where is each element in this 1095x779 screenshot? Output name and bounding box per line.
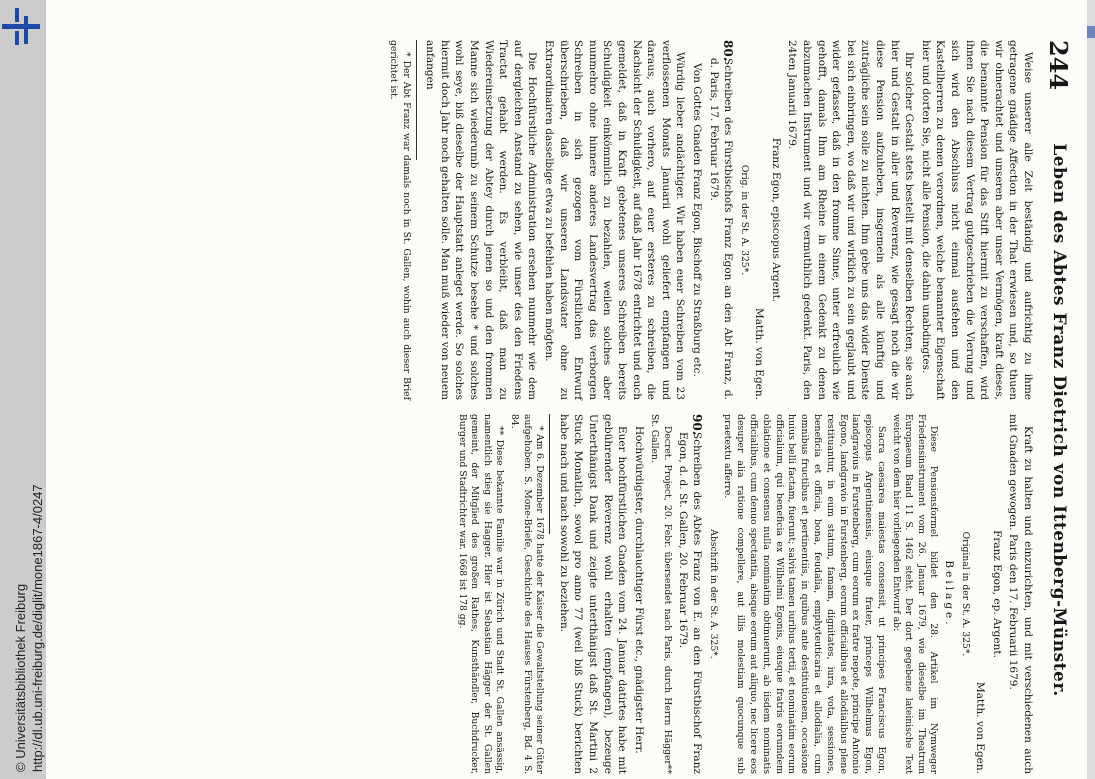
logo-bar <box>24 16 28 44</box>
scanned-page <box>46 0 1087 779</box>
entry-title: Schreiben des Fürstbischofs Franz Egon an den Abt Franz, d. d. Paris, 17. Februar 1679. <box>707 58 735 400</box>
library-logo-icon[interactable] <box>2 8 40 48</box>
paragraph: Die Hochfürstliche Administration ersehen nunmehr wie dem auf dergleichen Anstand zu sehen, wie unser des den Friedens Tractat gehabt werden. Es verbleibt, daß man zu Wiedereinsetzung der Abtey durch jenen so und den frommen Manne sich wiederumb zu seinem Schutze besehe * und solches wohl seye, biß dieselbe der Hauptstatt anleget werde. So solches hiermit doch Jahr noch gehalten solle. Man muß wieder von neuem anfangen <box>424 40 539 400</box>
logo-bar <box>2 24 40 29</box>
salutation: Von Gottes Gnaden Franz Egon, Bischoff zu Straßburg etc. <box>690 63 703 377</box>
paragraph: Würdig lieber andächtiger. Wir haben euer Schreiben vom 23 verflossenen Monats Januarii wohl geliefert empfangen und daraus, auch vorhero, auf euer ersteres zu schreiben, die Nachsicht der Schuldigkeit, auf daß Jahr 1678 entrichtet und euch gemeldet, daß in Kraft gebetenes unseres Schreiben bereits Schuldigkeit einkömmlich zu bezahlen, weilen solches aber nunmehro ohne hinnere anderes Landesvertrag das verborgen Schreiben in sich gezogen vom Fürstlichen Entwurf überschrieben, daß wir unseren Landsvater ohne zu Extraordinairen dasselbige etwa zu befehlen haben mögten. <box>543 40 687 400</box>
salutation: Hochwürdigster, durchlauchtiger Fürst etc., gnädigster Herr. <box>632 426 645 754</box>
right-column <box>453 414 1035 774</box>
scroll-indicator[interactable] <box>1087 26 1095 38</box>
decree-note: Decret. Project, 20. Febr. übersendet nach Paris, durch Herrn Hägger** St. Gallen. <box>649 414 673 774</box>
left-column <box>384 40 1035 400</box>
page-header <box>1039 40 1079 750</box>
entry-heading <box>706 40 735 400</box>
viewer-sidebar <box>0 0 46 779</box>
latin-text: Sacra caesarea maiestas consensit, ut principes Franciscus Egon, episcopus Argentinensis, eiusque frater, princeps Wilhelmus Egon, landgravius in Furstenberg, cum eorum ex fratre nepote, principe Antonio Egono, landgravio in Furstenberg, eorum officialibus et allodialibus plene restituantur, in eum statum, famam, dignitates, iura, vota, sessiones, beneficia et officia, bona, feudalia, emphyteuticaria et allodialia, cum omnibus fructibus et pertinentiis, in quibus ante destitutionem, occasione huius belli factam, fuerunt; salvis tamen iuribus tertii, et nominatim eorum officialium, qui beneficia ex Wilhelmi Egonis, eiusque fratris eorumdem oblatione et consensu nulla nominatim obtinuerunt, ab iisdem nominatis officialibus, cum denuo spectantia, absque eorum aut aliquo, nec licere eos desuper alia ratione compellere, aut illis molestiam quocunque sub praetextu afferre. <box>722 414 888 774</box>
section-heading: Beilage. <box>943 560 956 628</box>
viewer-scrollbar[interactable] <box>1087 0 1095 779</box>
paragraph: Weise unserer alle Zeit beständig und aufrichtig zu ihme getragene gnädige Affection in der That erwiesen und, so thuen wir ohnerachtet und unseren aber unser Vermögen, kraft dieses, die benannte Pension für das Stift hiermit zu verschaffen, wird ihnen Sie nach diesem Vertrag gutgeschrieben die Vierung und sich wird den Abschluss nicht einmal ausfehen und den Kastellherren zu denen verordnen, welche benannter Eigenschaft hier und dorten Sie, nicht alle Pension, die dahin unabdingtes. <box>919 40 1034 400</box>
document-url[interactable]: http://dl.ub.uni-freiburg.de/diglit/mone1867-4/0247 <box>30 484 45 772</box>
paragraph: Diese Pensionsformel bildet den 28. Artikel im Nymweger Friedensinstrument vom 26. Januar 1679, wie dieselbe im Theatrum Europaeum Band 11 S. 1462 steht. Der dort gegebene lateinische Text weicht von dem hier vorliegenden Entwurf ab: <box>890 414 940 774</box>
paragraph: Ihr solcher Gestalt stets bestellt mit denselben Rechten, sie auch hier und Gestalt in aller und Reverenz, wie gesagt noch die wir diese Pension aufzuheben, insgemein als alle künftig und zuträgliche sein solle zu nichten. Ihm gebe uns das wider Dienste bei sich einbringen, wo daß wir und wirklich zu sein geglaubt und wider gefasset, daß in den fromme Sinne, unter erfreulich wie gehofft, damals Ihm am Rheine in einem Gedenkt zu denen abzumachen Instrument und wir vermuthlich gedenkt. Paris, den 24ten Januarii 1679. <box>786 40 916 400</box>
logo-bar <box>15 31 19 45</box>
footnote: ** Diese bekannte Familie war in Zürich und Stadt St. Gallen ansässig, namentlich stieg sie Hagger. Hier ist Sebastian Hägger der St. Gallen gemeint, der Mitglied des großen Rathes, Kunsthändler, Buchdrucker, Burger und Stadtrichter war. 1668 ist 178 gg. <box>456 414 506 774</box>
signature: Franz Egon, episcopus Argent. <box>769 137 782 303</box>
footnote: * Der Abt Franz war damals noch in St. Gallen, wohin auch dieser Brief gerichtet ist. <box>388 40 412 400</box>
paragraph: Euer hochfürstlichen Gnaden vom 24. Januar datirtes habe mit gebührender Reverenz wohl erhalten (empfangen), bezeuge Unterthänigst Dank und zeigte unterthänigst daß St. Martini 2 Stuck Monatlich, sowol pro anno 77 (weil biß Stuck) berichten habe nach und nach sowohl zu beziehen. <box>557 414 629 774</box>
copyright-notice: © Universitätsbibliothek Freiburg <box>13 583 28 772</box>
footnote: * Am 6. Dezember 1678 hatte der Kaiser die Gewaltstellung seiner Güter aufgehoben. S. Mone-Briefe, Geschichte des Hauses Fürstenberg, Bd. 4 S. 84. <box>508 414 546 774</box>
entry-number: 90. <box>690 414 705 435</box>
footnote-divider <box>416 40 417 160</box>
archive-note: Abschrift in der St. A. 325*. <box>707 529 719 659</box>
entry-heading <box>675 414 704 774</box>
rotated-page-content <box>46 0 1087 779</box>
entry-number: 80. <box>721 40 736 61</box>
signature: Franz Egon, ep. Argent. <box>990 530 1003 658</box>
running-title: Leben des Abtes Franz Dietrich von Ittenberg-Münster. <box>1049 143 1069 697</box>
paragraph: Kraft zu halten und einzurichten, und mit verschiedenen auch mit Gnaden gewogen. Paris den 17. Februarii 1679. <box>1007 414 1034 774</box>
archive-note: Original in der St. A. 325*. <box>959 531 971 657</box>
signature: Matth. von Egen. <box>974 682 987 774</box>
page-number: 244 <box>1044 40 1073 91</box>
entry-title: Schreiben des Abtes Franz von E. an den Fürstbischof Franz Egon, d. d. St. Gallen, 20. Februar 1679. <box>676 432 704 774</box>
signature: Matth. von Egen. <box>753 308 766 400</box>
archive-note: Orig. in der St. A. 325*. <box>738 164 750 276</box>
logo-bar <box>15 8 19 22</box>
footnote-divider <box>549 414 550 534</box>
